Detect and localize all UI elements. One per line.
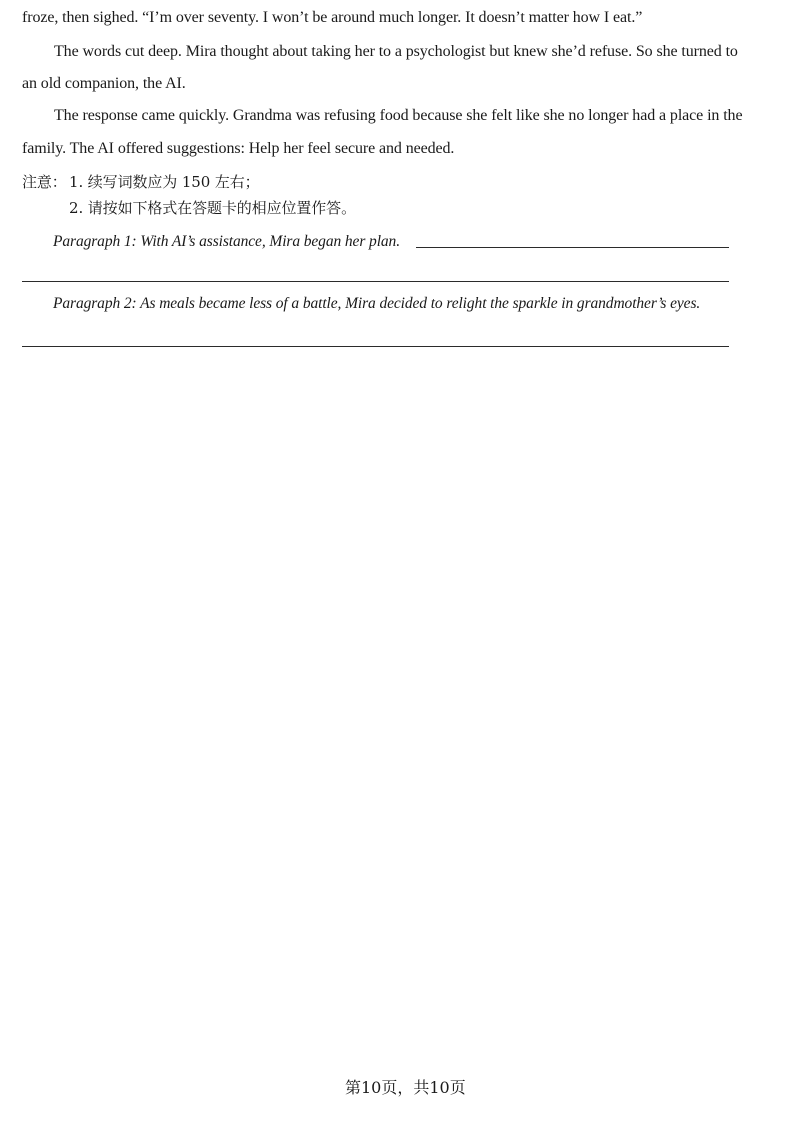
story-line-5: family. The AI offered suggestions: Help her feel secure and needed. xyxy=(22,140,455,157)
story-line-2: The words cut deep. Mira thought about taking her to a psychologist but knew she’d refuse. So she turned to xyxy=(54,43,738,60)
paragraph-1-answer-line[interactable] xyxy=(416,247,729,248)
paragraph-1-prompt: Paragraph 1: With AI’s assistance, Mira began her plan. xyxy=(53,233,400,250)
note-item-2: 2. 请按如下格式在答题卡的相应位置作答。 xyxy=(69,199,356,217)
paragraph-2-prompt: Paragraph 2: As meals became less of a battle, Mira decided to relight the sparkle in grandmother’s eyes. xyxy=(53,295,701,312)
story-line-4: The response came quickly. Grandma was refusing food because she felt like she no longer had a place in the xyxy=(54,107,743,124)
story-line-3: an old companion, the AI. xyxy=(22,75,186,92)
paragraph-2-answer-line[interactable] xyxy=(22,346,729,347)
notes-prefix: 注意： xyxy=(22,173,67,191)
story-line-1: froze, then sighed. “I’m over seventy. I won’t be around much longer. It doesn’t matter how I eat.” xyxy=(22,9,643,26)
note-item-1: 1. 续写词数应为 150 左右； xyxy=(69,173,260,191)
page-number: 第10页，共10页 xyxy=(345,1078,466,1097)
paragraph-1-answer-line-2[interactable] xyxy=(22,281,729,282)
